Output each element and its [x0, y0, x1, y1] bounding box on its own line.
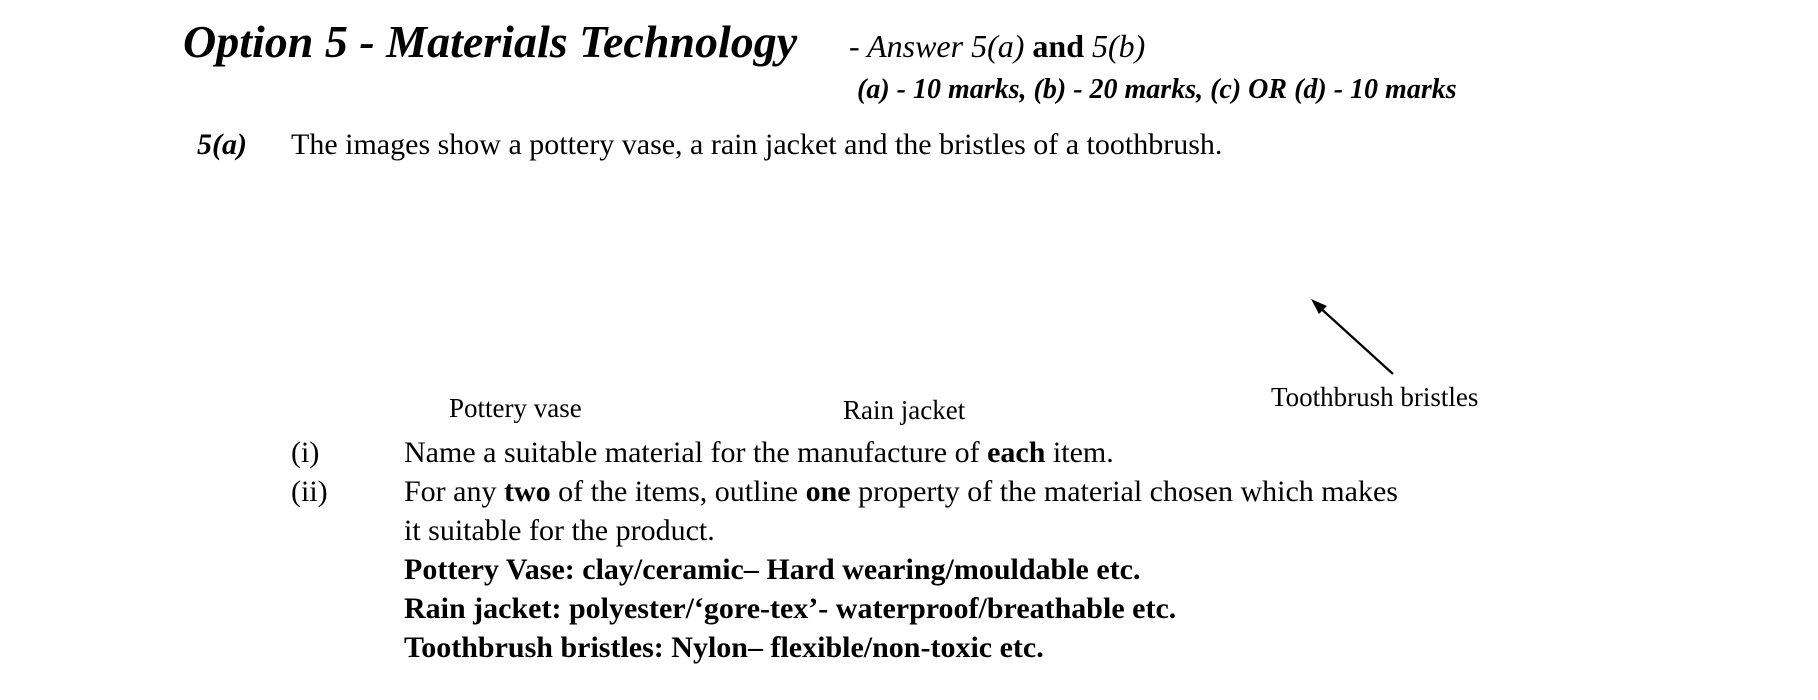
pointer-arrow-icon [1300, 290, 1410, 380]
answer-instruction [849, 22, 1145, 70]
sub-question-ii-text [404, 473, 1398, 511]
page-title: Option 5 - Materials Technology [183, 16, 798, 67]
answer-rain-jacket: Rain jacket: polyester/‘gore-tex’- waterproof/breathable etc. [404, 592, 1177, 625]
sub-question-i-pre: Name a suitable material for the manufacture of [404, 436, 988, 469]
sub-question-ii-number: (ii) [291, 475, 328, 508]
marks-allocation: (a) - 10 marks, (b) - 20 marks, (c) OR (d) - 10 marks [857, 74, 1457, 105]
subtitle-answer: Answer 5(a) [867, 28, 1033, 64]
answer-toothbrush-bristles: Toothbrush bristles: Nylon– flexible/non-toxic etc. [404, 631, 1044, 664]
subtitle-separator: - [849, 28, 868, 64]
question-number: 5(a) [197, 128, 247, 161]
sub-question-i-number: (i) [291, 436, 320, 469]
caption-rain-jacket: Rain jacket [843, 395, 966, 425]
sub-question-ii-bold-two: two [504, 475, 551, 508]
subtitle-part-b: 5(b) [1083, 28, 1146, 64]
sub-question-ii-line2: it suitable for the product. [404, 514, 715, 547]
sub-question-ii-bold-one: one [805, 475, 851, 508]
caption-pottery-vase: Pottery vase [449, 393, 582, 423]
sub-question-i-post: item. [1045, 436, 1114, 469]
sub-question-i-text [404, 434, 1114, 472]
subtitle-and: and [1032, 28, 1084, 64]
question-text: The images show a pottery vase, a rain jacket and the bristles of a toothbrush. [291, 128, 1223, 161]
sub-question-ii-mid: of the items, outline [550, 475, 806, 508]
caption-toothbrush-bristles: Toothbrush bristles [1271, 382, 1479, 412]
sub-question-i-bold: each [987, 436, 1046, 469]
sub-question-ii-pre: For any [404, 475, 504, 508]
answer-pottery-vase: Pottery Vase: clay/ceramic– Hard wearing/mouldable etc. [404, 553, 1141, 586]
sub-question-ii-post: property of the material chosen which makes [850, 475, 1398, 508]
